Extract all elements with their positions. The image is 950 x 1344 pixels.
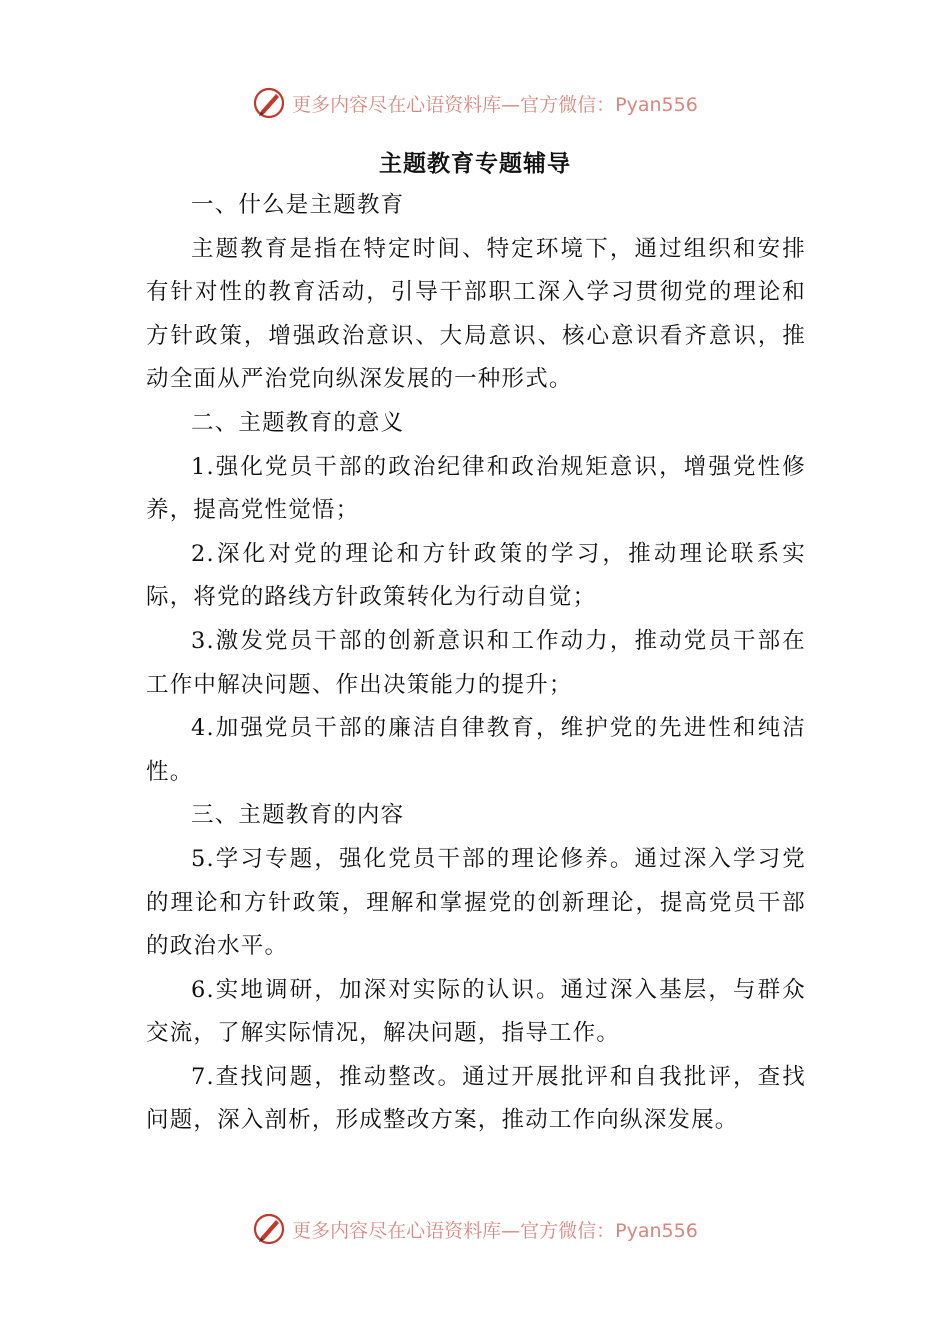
list-item: 6.实地调研，加深对实际的认识。通过深入基层，与群众交流，了解实际情况，解决问题，指导工作。 (146, 976, 806, 1047)
list-item: 1.强化党员干部的政治纪律和政治规矩意识，增强党性修养，提高党性觉悟； (146, 453, 806, 524)
list-item: 7.查找问题，推动整改。通过开展批评和自我批评，查找问题，深入剖析，形成整改方案，推动工作向纵深发展。 (146, 1063, 806, 1134)
list-item: 5.学习专题，强化党员干部的理论修养。通过深入学习党的理论和方针政策，理解和掌握党的创新理论，提高党员干部的政治水平。 (146, 845, 806, 960)
watermark-text: 更多内容尽在心语资料库—官方微信：Pyan556 (292, 93, 698, 116)
document-body (146, 184, 806, 1143)
section-heading-2: 二、主题教育的意义 (191, 409, 405, 436)
paragraph: 主题教育是指在特定时间、特定环境下，通过组织和安排有针对性的教育活动，引导干部职工深入学习贯彻党的理论和方针政策，增强政治意识、大局意识、核心意识看齐意识，推动全面从严治党向纵深发展的一种形式。 (146, 235, 806, 393)
section-heading-3: 三、主题教育的内容 (191, 802, 405, 829)
list-item: 4.加强党员干部的廉洁自律教育，维护党的先进性和纯洁性。 (146, 715, 806, 785)
list-item: 3.激发党员干部的创新意识和工作动力，推动党员干部在工作中解决问题、作出决策能力的提升； (146, 627, 806, 698)
footer-watermark (0, 1212, 950, 1246)
watermark-text: 更多内容尽在心语资料库—官方微信：Pyan556 (292, 1219, 698, 1242)
section-heading-1: 一、什么是主题教育 (191, 192, 405, 218)
pen-logo-icon (252, 86, 286, 120)
pen-logo-icon (252, 1212, 286, 1246)
header-watermark (0, 86, 950, 120)
list-item: 2.深化对党的理论和方针政策的学习，推动理论联系实际，将党的路线方针政策转化为行动自觉； (146, 540, 806, 611)
document-title: 主题教育专题辅导 (379, 150, 571, 177)
